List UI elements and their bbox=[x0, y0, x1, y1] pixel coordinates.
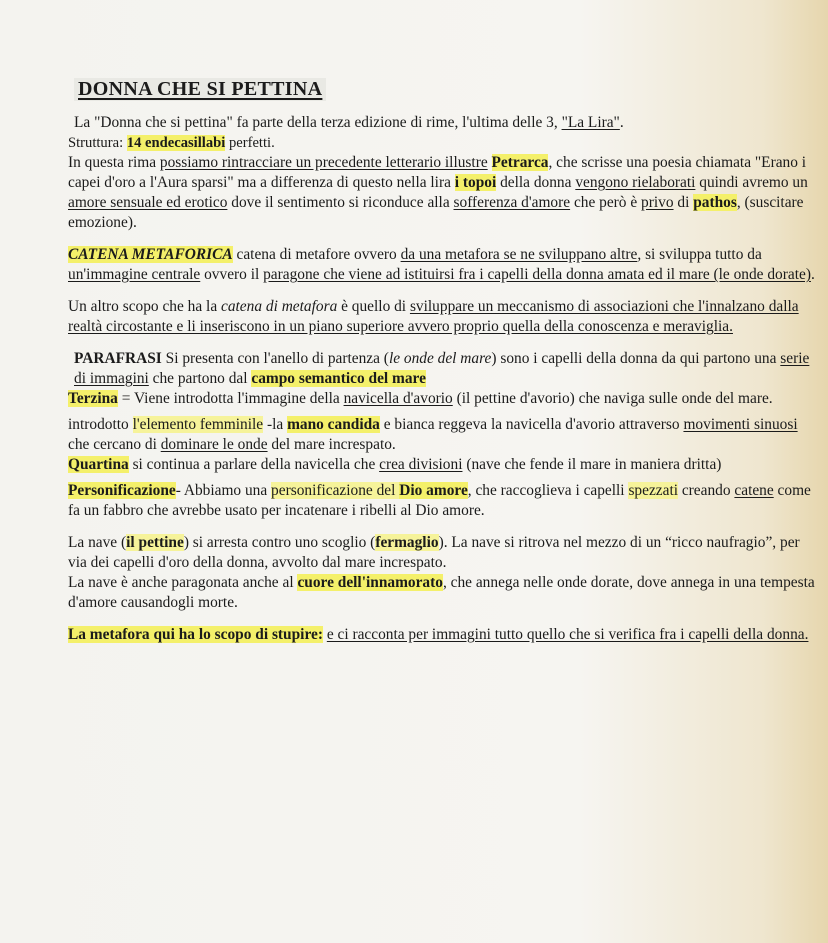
pettine-highlight: il pettine bbox=[126, 534, 184, 551]
struttura-value: 14 endecasillabi bbox=[126, 135, 226, 151]
notes-content bbox=[68, 78, 816, 645]
cuore-highlight: cuore dell'innamorato bbox=[297, 574, 443, 591]
intro-paragraph: La "Donna che si pettina" fa parte della terza edizione di rime, l'ultima delle 3, "La Lira". bbox=[74, 114, 624, 131]
parafrasi-paragraph: PARAFRASI Si presenta con l'anello di partenza (le onde del mare) sono i capelli della donna da qui partono una serie di immagini che partono dal campo semantico del mare bbox=[74, 350, 810, 387]
elemento-femminile-highlight: l'elemento femminile bbox=[132, 416, 264, 433]
campo-semantico-highlight: campo semantico del mare bbox=[251, 370, 426, 387]
page-title: DONNA CHE SI PETTINA bbox=[74, 78, 326, 101]
topoi-highlight: i topoi bbox=[454, 174, 497, 191]
catena-heading: CATENA METAFORICA bbox=[68, 246, 233, 263]
fermaglio-highlight: fermaglio bbox=[375, 534, 439, 551]
introdotto-paragraph: introdotto l'elemento femminile -la mano candida e bianca reggeva la navicella d'avorio attraverso movimenti sinuosi che cercano di dominare le onde del mare increspato. bbox=[68, 416, 798, 453]
petrarca-highlight: Petrarca bbox=[491, 154, 549, 171]
nave2-paragraph: La nave è anche paragonata anche al cuore dell'innamorato, che annega nelle onde dorate, dove annega in una tempesta d'amore causandogli morte. bbox=[68, 574, 815, 611]
terzina-paragraph: Terzina = Viene introdotta l'immagine della navicella d'avorio (il pettine d'avorio) che naviga sulle onde del mare. bbox=[68, 390, 773, 407]
struttura-line: Struttura: 14 endecasillabi perfetti. bbox=[68, 135, 275, 151]
rima-paragraph: In questa rima possiamo rintracciare un precedente letterario illustre Petrarca, che scrisse una poesia chiamata "Erano i capei d'oro a l'Aura sparsi" ma a differenza di questo nella lira i topoi della donna vengono rielaborati quindi avremo un amore sensuale ed erotico dove il sentimento si riconduce alla sofferenza d'amore che però è privo di pathos, (suscitare emozione). bbox=[68, 154, 808, 231]
metafora-heading: La metafora qui ha lo scopo di stupire: bbox=[68, 626, 323, 643]
personificazione-heading: Personificazione bbox=[68, 482, 176, 499]
quartina-heading: Quartina bbox=[68, 456, 129, 473]
personificazione-paragraph: Personificazione- Abbiamo una personificazione del Dio amore, che raccoglieva i capelli spezzati creando catene come fa un fabbro che avrebbe usato per incatenare i ribelli al Dio amore. bbox=[68, 482, 811, 519]
quartina-paragraph: Quartina si continua a parlare della navicella che crea divisioni (nave che fende il mare in maniera dritta) bbox=[68, 456, 722, 473]
dio-amore-highlight: Dio amore bbox=[399, 482, 468, 499]
la-lira-title: "La Lira" bbox=[561, 114, 620, 131]
pathos-highlight: pathos bbox=[693, 194, 737, 211]
parafrasi-heading: PARAFRASI bbox=[74, 350, 162, 367]
catena-paragraph: CATENA METAFORICA catena di metafore ovvero da una metafora se ne sviluppano altre, si sviluppa tutto da un'immagine centrale ovvero il paragone che viene ad istituirsi fra i capelli della donna amata ed il mare (le onde dorate). bbox=[68, 246, 815, 283]
mano-candida-highlight: mano candida bbox=[287, 416, 380, 433]
nave-paragraph: La nave (il pettine) si arresta contro uno scoglio (fermaglio). La nave si ritrova nel mezzo di un “ricco naufragio”, per via dei capelli d'oro della donna, avvolto dal mare increspato. bbox=[68, 534, 800, 571]
scopo-paragraph: Un altro scopo che ha la catena di metafora è quello di sviluppare un meccanismo di associazioni che l'innalzano dalla realtà circostante e li inseriscono in un piano superiore avvero proprio quella della conoscenza e meraviglia. bbox=[68, 298, 799, 335]
metafora-paragraph: La metafora qui ha lo scopo di stupire: e ci racconta per immagini tutto quello che si verifica fra i capelli della donna. bbox=[68, 626, 809, 643]
terzina-heading: Terzina bbox=[68, 390, 118, 407]
